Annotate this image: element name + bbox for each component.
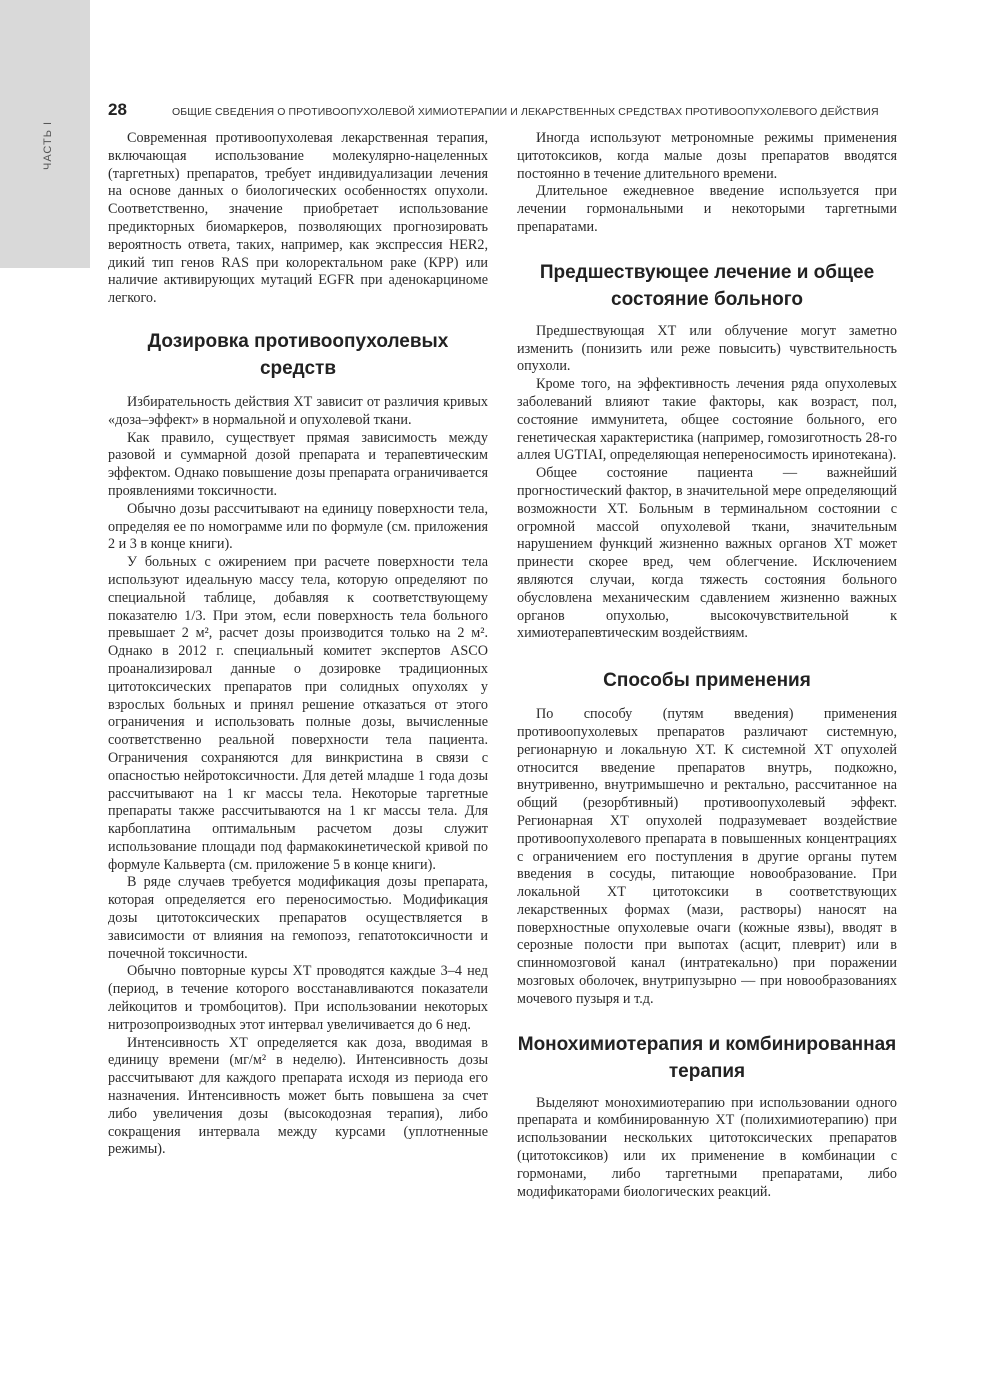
paragraph: Как правило, существует прямая зависимость между разовой и суммарной дозой препарата и терапевтическим эффектом. Однако повышение дозы препарата ограничивается проявлениями токсичности.: [108, 429, 488, 499]
section-heading-prior-treatment: Предшествующее лечение и общее состояние больного: [539, 261, 875, 310]
paragraph: Иногда используют метрономные режимы применения цитотоксиков, когда малые дозы препаратов вводятся постоянно в течение длительного времени.: [517, 130, 897, 182]
paragraph: Кроме того, на эффективность лечения ряда опухолевых заболеваний влияют такие факторы, как возраст, пол, состояние иммунитета, общее состояние больного, его генетическая характеристика (например, гомозиготность 28-го аллея UGTIAI, определяющая непереносимость иринотекана).: [517, 376, 897, 464]
paragraph: Обычно дозы рассчитывают на единицу поверхности тела, определяя ее по номограмме или по формуле (см. приложения 2 и 3 в конце книги).: [108, 500, 488, 553]
paragraph: Интенсивность ХТ определяется как доза, вводимая в единицу времени (мг/м² в неделю). Интенсивность дозы рассчитывают для каждого препарата исходя из периода его назначения. Интенсивность может быть повышена за счет либо увеличения дозы (высокодозная терапия), либо сокращения интервала между курсами (уплотненные режимы).: [108, 1034, 488, 1158]
part-label: ЧАСТЬ I: [42, 120, 54, 170]
paragraph: Избирательность действия ХТ зависит от различия кривых «доза–эффект» в нормальной и опухолевой ткани.: [108, 393, 488, 428]
running-title: ОБЩИЕ СВЕДЕНИЯ О ПРОТИВООПУХОЛЕВОЙ ХИМИОТЕРАПИИ И ЛЕКАРСТВЕННЫХ СРЕДСТВАХ ПРОТИВООПУХОЛЕВОГО ДЕЙСТВИЯ: [172, 106, 879, 118]
paragraph: У больных с ожирением при расчете поверхности тела используют идеальную массу тела, которую определяют по специальной таблице, добавляя к соответствующему показателю 1/3. При этом, если поверхность тела больного превышает 2 м², расчет дозы производится только на 2 м². Однако в 2012 г. специальный комитет экспертов ASCO проанализировал данные о дозировке традиционных цитотоксических препаратов при солидных опухолях у взрослых больных и принял решение отказаться от этого ограничения и использовать полные дозы, вычисленные соответственно реальной поверхности тела пациента. Ограничения сохраняются для винкристина в связи с опасностью нейротоксичности. Для детей младше 1 года дозы рассчитывают на 1 кг массы тела. Некоторые таргетные препараты также рассчитываются на 1 кг массы тела. Для карбоплатина оптимальным расчетом дозы служит использование площади под фармакокинетической кривой по формуле Кальверта (см. приложение 5 в конце книги).: [108, 554, 488, 873]
paragraph: Выделяют монохимиотерапию при использовании одного препарата и комбинированную ХТ (полихимиотерапию) при использовании нескольких цитотоксических препаратов (цитотоксиков) или их применение в комбинации с гормонами, либо таргетными препаратами, либо модификаторами биологических реакций.: [517, 1094, 897, 1200]
section-heading-methods: Способы применения: [603, 670, 811, 692]
left-column: [108, 130, 488, 1159]
paragraph: По способу (путям введения) применения противоопухолевых препаратов различают системную, регионарную и локальную ХТ. К системной ХТ опухолей относится введение препаратов внутрь, подкожно, внутривенно, внутримышечно и ректально, рассчитанное на общий (резорбтивный) противоопухолевый эффект. Регионарная ХТ опухолей подразумевает воздействие противоопухолевого препарата в повышенных концентрациях с ограничением его поступления в другие органы путем введения в сосуды, питающие новообразование. При локальной ХТ цитотоксики в соответствующих лекарственных формах (мази, растворы) наносят на поверхностные опухолевые очаги (кожные язвы), вводят в серозные полости при выпотах (асцит, плеврит) или в спинномозговой канал (интратекально) при поражении мозговых оболочек, внутрипузырно — при новообразованиях мочевого пузыря и т.д.: [517, 706, 897, 1007]
page-number: 28: [108, 100, 127, 119]
paragraph: Современная противоопухолевая лекарственная терапия, включающая использование молекулярно-нацеленных (таргетных) препаратов, требует индивидуализации лечения на основе данных о биологических особенностях опухоли. Соответственно, значение приобретает использование предикторных биомаркеров, позволяющих прогнозировать вероятность ответа, таких, например, как экспрессия HER2, дикий тип генов RAS при колоректальном раке (КРР) или наличие активирующих мутаций EGFR при аденокарциноме легкого.: [108, 130, 488, 307]
section-heading-mono-combined: Монохимиотерапия и комбинированная терапия: [517, 1033, 897, 1082]
section-heading-dosage: Дозировка противоопухолевых средств: [147, 330, 449, 379]
paragraph: Обычно повторные курсы ХТ проводятся каждые 3–4 нед (период, в течение которого восстанавливаются показатели лейкоцитов и тромбоцитов). При использовании некоторых нитрозопроизводных этот интервал увеличивается до 6 нед.: [108, 963, 488, 1033]
paragraph: Предшествующая ХТ или облучение могут заметно изменить (понизить или реже повысить) чувствительность опухоли.: [517, 322, 897, 375]
right-column: [517, 130, 897, 1201]
paragraph: Длительное ежедневное введение используется при лечении гормональными и некоторыми таргетными препаратами.: [517, 183, 897, 235]
paragraph: В ряде случаев требуется модификация дозы препарата, которая определяется его переносимостью. Модификация дозы цитотоксических препаратов осуществляется в зависимости от влияния на гемопоэз, гепатотоксичности и почечной токсичности.: [108, 874, 488, 962]
paragraph: Общее состояние пациента — важнейший прогностический фактор, в значительной мере определяющий возможности ХТ. Больным в терминальном состоянии с огромной массой опухолевой ткани, значительным нарушением функций жизненно важных органов ХТ может принести скорее вред, чем облегчение. Исключением являются случаи, когда тяжесть состояния больного обусловлена механическим сдавлением жизненно важных органов опухолью, высокочувствительной к химиотерапевтическим воздействиям.: [517, 465, 897, 642]
